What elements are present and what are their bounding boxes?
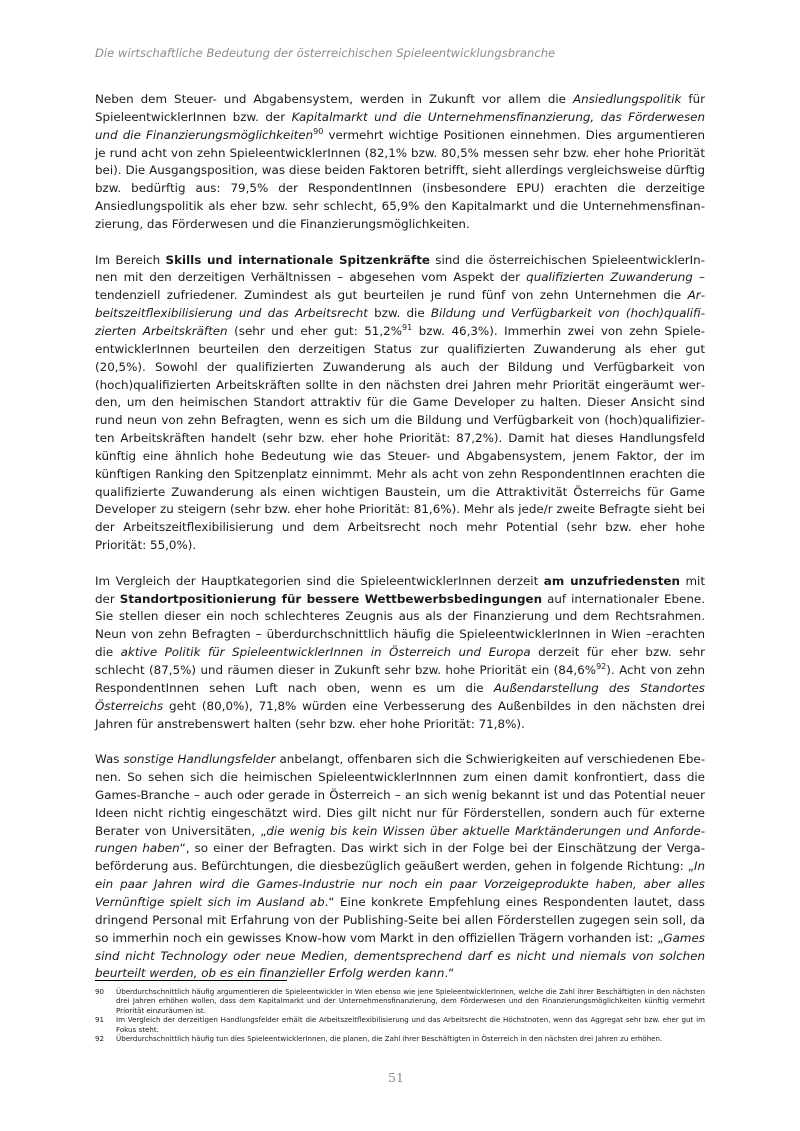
emphasis-text: Kapitalmarkt und die Unternehmensfinanzierung, das Förderwesen und die Finanzierungsmöglichkeiten xyxy=(95,109,705,142)
text-span: auf internationaler Ebene. Sie stellen dieser ein noch schlechteres Zeugnis aus als der Finanzierung und dem Rechtsrahmen. Neun von zehn Befragten – überdurchschnittlich häufig die SpieleentwicklerInnen in Wien –erachten die xyxy=(95,591,705,660)
paragraph-skills xyxy=(95,252,705,555)
emphasis-text: Ansiedlungspolitik xyxy=(572,92,682,106)
quote-text: In ein paar Jahren wird die Games-Industrie nur noch ein paar Vorzeigeprodukte haben, aber alles Vernünftige spielt sich im Ausland ab xyxy=(95,859,705,909)
footnote-number: 91 xyxy=(95,1015,105,1025)
emphasis-text: aktive Politik für SpieleentwicklerInnen in Österreich und Europa xyxy=(120,645,531,660)
footnote-ref-91[interactable]: 91 xyxy=(402,323,413,332)
footnote-ref-90[interactable]: 90 xyxy=(313,126,324,136)
running-header: Die wirtschaftliche Bedeutung der österreichischen Spieleentwicklungsbranche xyxy=(95,46,556,60)
footnote-90 xyxy=(95,987,705,1015)
bold-text: Skills und internationale Spitzenkräfte xyxy=(165,252,430,267)
emphasis-text: sonstige Handlungsfelder xyxy=(123,752,276,767)
text-span: (sehr und eher gut: 51,2% xyxy=(227,323,403,338)
bold-text: am unzufriedensten xyxy=(543,573,680,588)
page-number: 51 xyxy=(388,1070,404,1085)
emphasis-text: qualifizierten Zuwanderung xyxy=(526,270,693,285)
text-span: vermehrt wichtige Positionen einnehmen. Dies argumentieren je rund acht von zehn SpieleentwicklerInnen (82,1% bzw. 80,5% messen sehr bzw. eher hohe Priorität bei). Die Ausgangsposition, was diese beiden Faktoren betrifft, sieht allerdings vergleichsweise dürftig bzw. bedürftig aus: 79,5% der RespondentInnen (insbesondere EPU) erachten die derzeitige Ansiedlungspolitik als eher bzw. sehr schlecht, 65,9% den Kapitalmarkt und die Unternehmensfinanzierung, das Förderwesen und die Finanzierungsmöglichkeiten. xyxy=(95,127,705,231)
bold-text: Standortpositionierung für bessere Wettbewerbsbedingungen xyxy=(119,591,543,606)
text-span: Im Vergleich der Hauptkategorien sind die SpieleentwicklerInnen derzeit xyxy=(95,573,544,588)
footnote-ref-92[interactable]: 92 xyxy=(596,662,607,672)
emphasis-text: Arbeitszeitflexibilisierung und das Arbeitsrecht xyxy=(95,288,705,321)
text-span: bzw. 46,3%). Immerhin zwei von zehn SpieleentwicklerInnen beurteilen den derzeitigen Status zur qualifizierten Zuwanderung als eher gut (20,5%). Sowohl der qualifizierten Zuwanderung als auch der Bildung und Verfügbarkeit von (hoch)qualifizierten Arbeitskräften sollte in den nächsten drei Jahren mehr Priorität eingeräumt werden, um den heimischen Standort attraktiv für die Game Developer zu halten. Dieser Ansicht sind rund neun von zehn Befragten, wenn es sich um die Bildung und Verfügbarkeit von (hoch)qualifizierten Arbeitskräften handelt (sehr bzw. eher hohe Priorität: 87,2%). Damit hat dieses Handlungsfeld künftig eine ähnlich hohe Bedeutung wie das Steuer- und Abgabensystem, jenem Faktor, der im künftigen Ranking den Spitzenplatz einnimmt. Mehr als acht von zehn RespondentInnen erachten die qualifizierte Zuwanderung als einen wichtigen Baustein, um die Attraktivität Österreichs für Game Developer zu steigern (sehr bzw. eher hohe Priorität: 81,6%). Mehr als jede/r zweite Befragte sieht bei der Arbeitszeitflexibilisierung und dem Arbeitsrecht noch mehr Potential (sehr bzw. eher hohe Priorität: 55,0%). xyxy=(95,323,705,553)
footnote-91 xyxy=(95,1015,705,1034)
text-span: anbelangt, offenbaren sich die Schwierigkeiten auf verschiedenen Ebenen. So sehen sich die heimischen SpieleentwicklerInnnen zum einen damit konfrontiert, dass die Games-Branche – auch oder gerade in Österreich – an sich wenig bekannt ist und das Potential neuer Ideen nicht richtig eingeschätzt wird. Dies gilt nicht nur für Förderstellen, sondern auch für externe Berater von Universitäten, „ xyxy=(95,752,705,838)
footnote-92 xyxy=(95,1034,705,1043)
text-span: bzw. die xyxy=(367,306,431,321)
footnote-divider xyxy=(95,980,287,981)
text-span: sind die österreichischen SpieleentwicklerInnen mit den derzeitigen Verhältnissen – abgesehen vom Aspekt der xyxy=(95,252,705,285)
paragraph-ansiedlungspolitik xyxy=(95,91,705,234)
footnote-text: Überdurchschnittlich häufig argumentieren die Spieleentwickler in Wien ebenso wie jene SpieleentwicklerInnen, welche die Zahl ihrer Beschäftigten in den nächsten drei Jahren erhöhen wollen, dass dem Kapitalmarkt und der Unternehmensfinanzierung, dem Förderwesen und den Finanzierungsmöglichkeiten künftig vermehrt Priorität einzuräumen ist. xyxy=(116,987,705,1015)
emphasis-text: Bildung und Verfügbarkeit von (hoch)qualifizierten Arbeitskräften xyxy=(95,306,705,338)
text-span: ). Acht von zehn RespondentInnen sehen Luft nach oben, wenn es um die xyxy=(95,663,705,695)
text-span: .“ Eine konkrete Empfehlung eines Respondenten lautet, dass dringend Personal mit Erfahrung von der Publishing-Seite bei allen Förderstellen zugegen sein soll, da so immerhin noch ein gewisses Know-how vom Markt in den offiziellen Trägern vorhanden ist: „ xyxy=(95,894,706,945)
paragraph-sonstige-handlungsfelder xyxy=(95,751,705,983)
text-span: geht (80,0%), 71,8% würden eine Verbesserung des Außenbildes in den nächsten drei Jahren für anstrebenswert halten (sehr bzw. eher hohe Priorität: 71,8%). xyxy=(95,698,705,731)
text-span: – tendenziell zufriedener. Zumindest als gut beurteilen je rund fünf von zehn Unternehmen die xyxy=(95,270,705,303)
text-span: für SpieleentwicklerInnen bzw. der xyxy=(95,92,705,124)
footnotes xyxy=(95,987,705,1043)
text-span: derzeit für eher bzw. sehr schlecht (87,5%) und räumen dieser in Zukunft sehr bzw. hohe Priorität ein (84,6% xyxy=(95,645,706,677)
text-span: Neben dem Steuer- und Abgabensystem, werden in Zukunft vor allem die xyxy=(95,92,573,106)
text-span: Im Bereich xyxy=(95,252,166,267)
footnote-number: 90 xyxy=(95,987,105,996)
emphasis-text: Außendarstellung des Standortes Österreichs xyxy=(95,680,706,713)
text-span: mit der xyxy=(95,573,705,606)
quote-text: die wenig bis kein Wissen über aktuelle Marktänderungen und Anforderungen haben xyxy=(95,823,705,856)
paragraph-standortpositionierung xyxy=(95,573,705,734)
footnote-number: 92 xyxy=(95,1034,105,1044)
text-span: Was xyxy=(95,752,124,767)
footnote-text: Im Vergleich der derzeitigen Handlungsfelder erhält die Arbeitszeitflexibilisierung und das Arbeitsrecht die Höchstnoten, wenn das Aggregat sehr bzw. eher gut im Fokus steht. xyxy=(116,1015,705,1034)
body-text xyxy=(95,91,705,1001)
text-span: .“ xyxy=(444,966,455,981)
text-span: “, so einer der Befragten. Das wirkt sich in der Folge bei der Einschätzung der Vergabeförderung aus. Befürchtungen, die diesbezüglich geäußert werden, gehen in folgende Richtung: „ xyxy=(95,841,705,874)
footnote-text: Überdurchschnittlich häufig tun dies SpieleentwicklerInnen, die planen, die Zahl ihrer Beschäftigten in Österreich in den nächsten drei Jahren zu erhöhen. xyxy=(116,1034,663,1044)
quote-text: Games sind nicht Technology oder neue Medien, dementsprechend darf es nicht und niemals von solchen beurteilt werden, ob es ein finanzieller Erfolg werden kann xyxy=(95,930,705,981)
